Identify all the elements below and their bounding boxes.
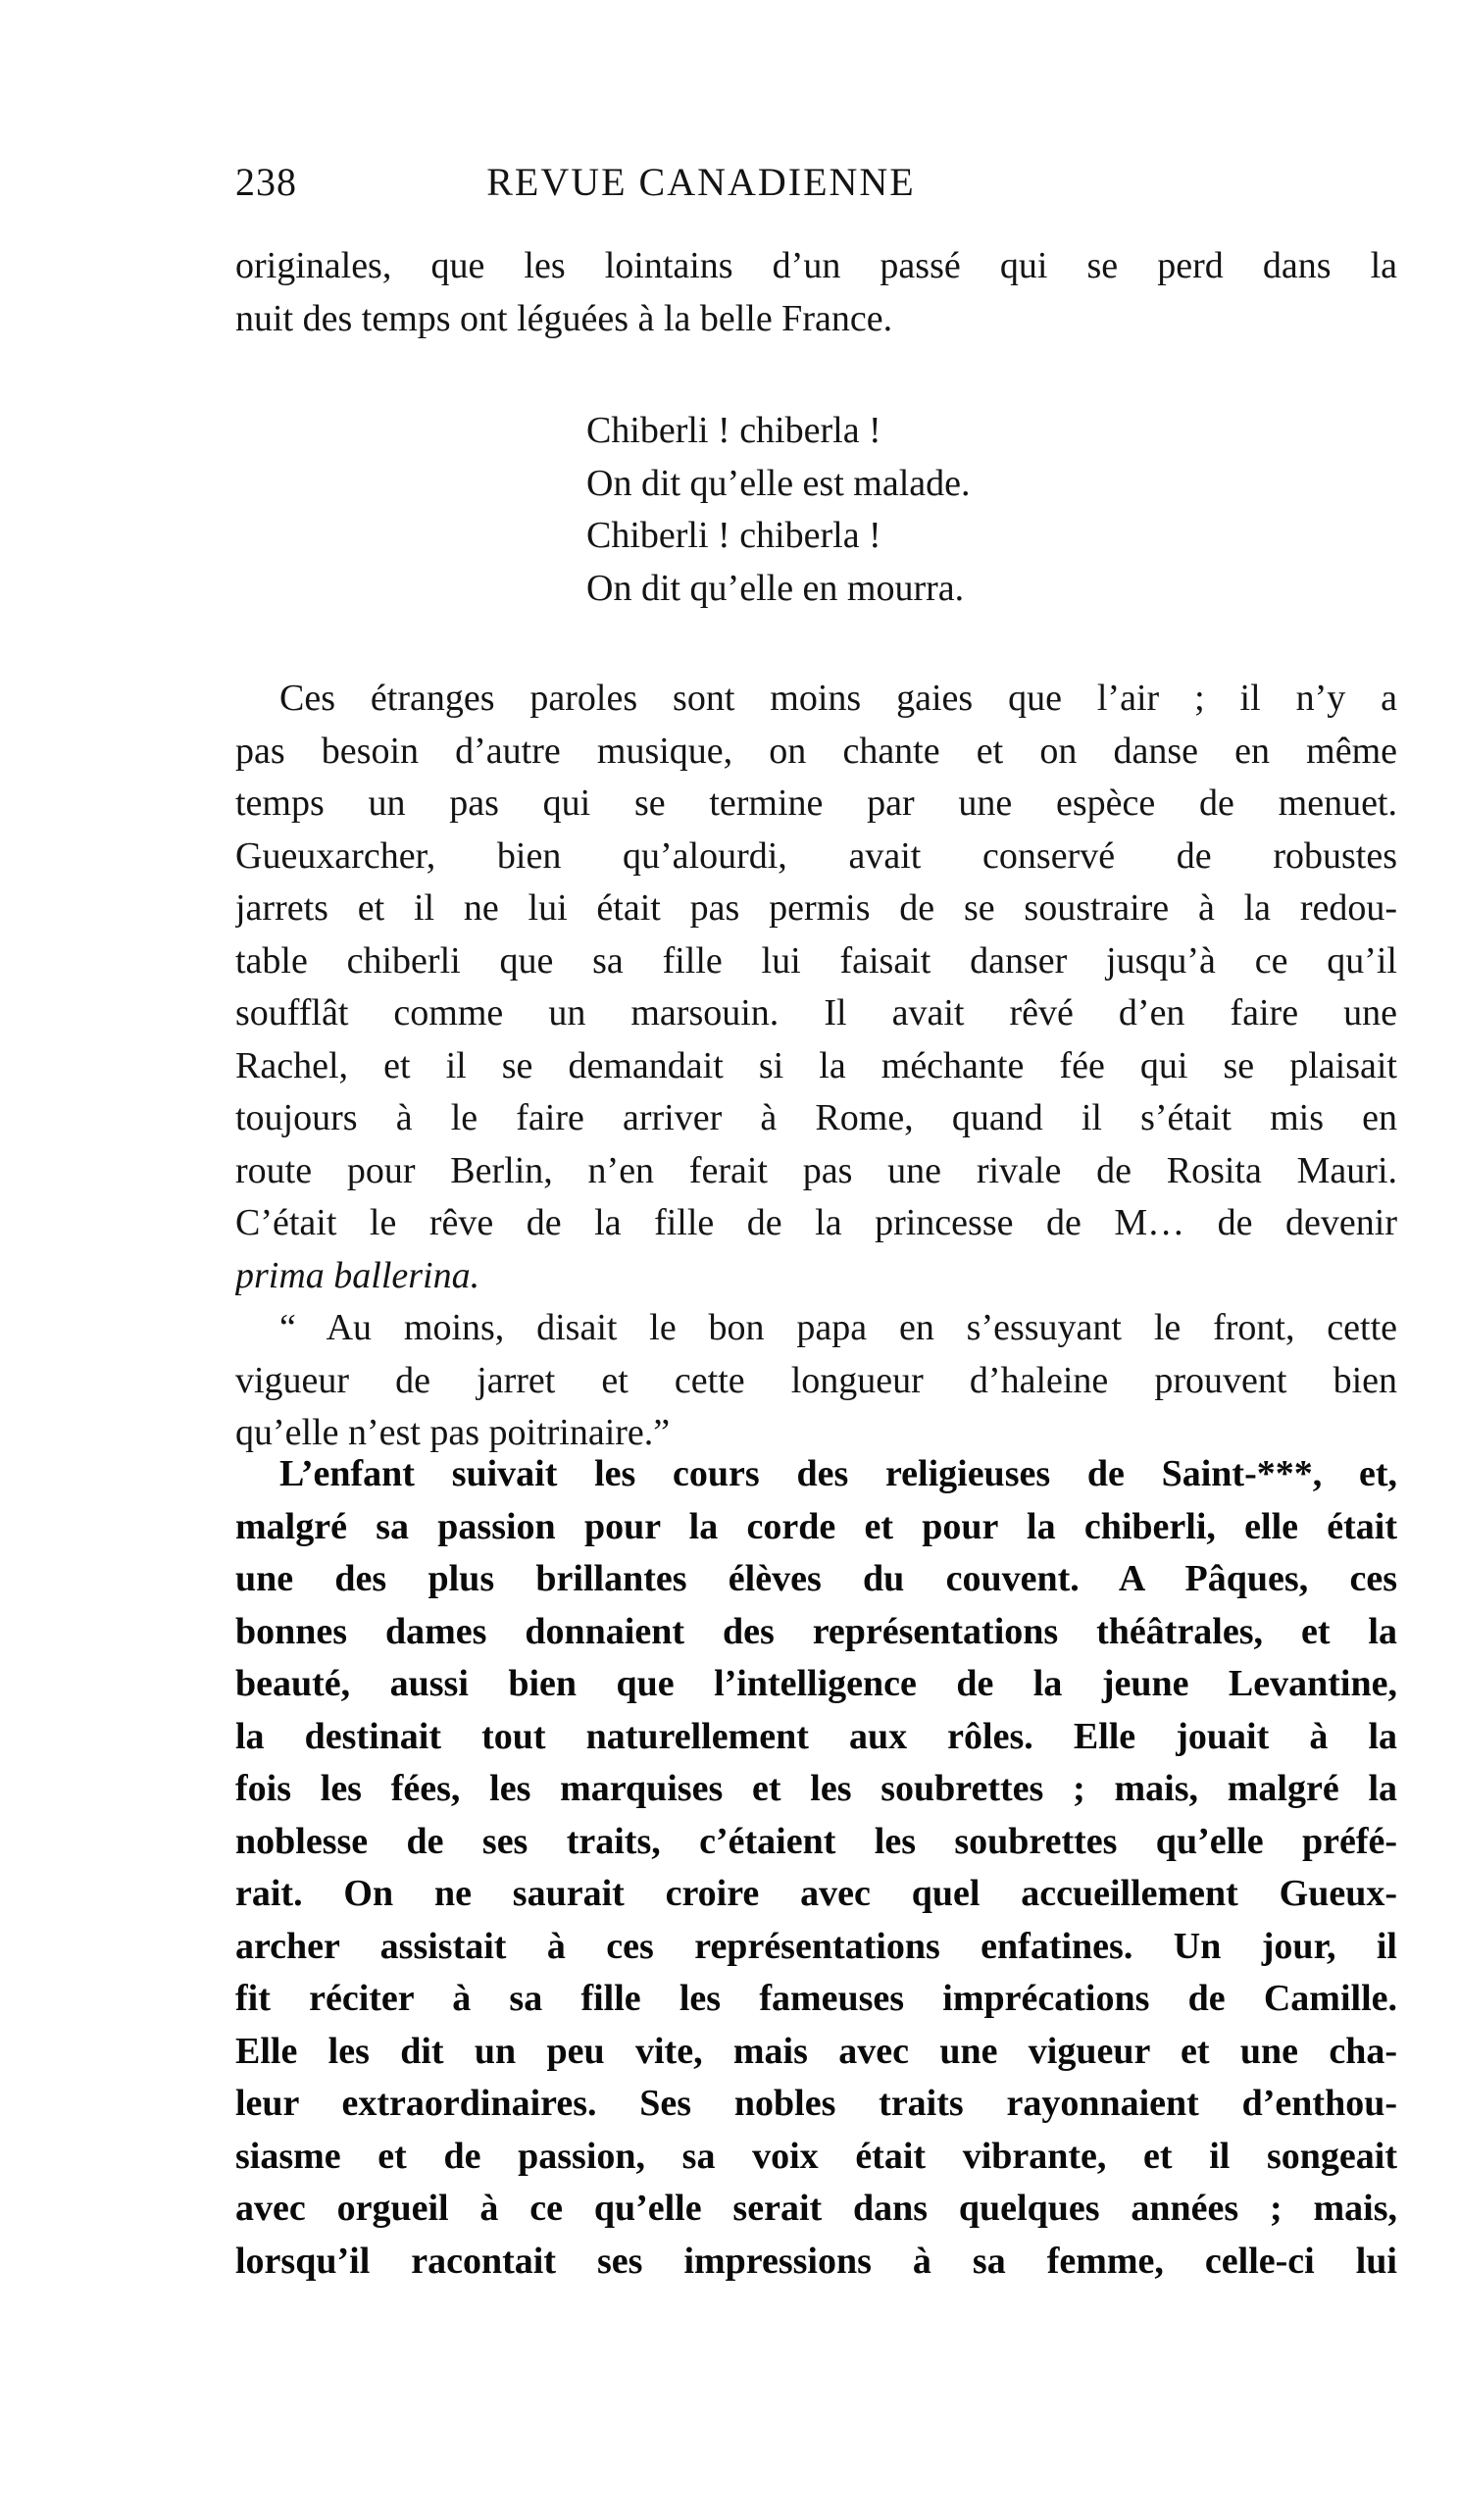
text-line: originales, que les lointains d’un passé qui se perd dans la [235,245,1397,286]
paragraph-1 [235,673,1397,1302]
verse-line: Chiberli ! chiberla ! [586,515,881,556]
text-line: route pour Berlin, n’en ferait pas une rivale de Rosita Mauri. [235,1149,1397,1191]
text-line: soufflât comme un marsouin. Il avait rêvé d’en faire une [235,992,1397,1033]
text-line: pas besoin d’autre musique, on chante et on danse en même [235,730,1397,772]
page-header [235,159,1108,218]
text-line: table chiberli que sa fille lui faisait danser jusqu’à ce qu’il [235,939,1397,982]
paragraph-2 [235,1302,1397,1460]
text-line: L’enfant suivait les cours des religieuses de Saint-***, et, [279,1453,1397,1494]
text-line: Ces étranges paroles sont moins gaies que l’air ; il n’y a [279,678,1397,719]
text-line: temps un pas qui se termine par une espèce de menuet. [235,782,1397,824]
text-line: fit réciter à sa fille les fameuses imprécations de Camille. [235,1978,1397,2019]
verse-block [586,405,1175,615]
intro-paragraph [235,240,1397,345]
text-line: rait. On ne saurait croire avec quel accueillement Gueux- [235,1873,1397,1914]
text-line: leur extraordinaires. Ses nobles traits rayonnaient d’enthou- [235,2083,1397,2124]
text-line: jarrets et il ne lui était pas permis de se soustraire à la redou- [235,887,1397,929]
text-line: beauté, aussi bien que l’intelligence de la jeune Levantine, [235,1663,1397,1704]
text-line: Elle les dit un peu vite, mais avec une vigueur et une cha- [235,2030,1397,2072]
text-line: fois les fées, les marquises et les soubrettes ; mais, malgré la [235,1768,1397,1809]
text-line-italic: prima ballerina. [235,1254,480,1296]
text-line: qu’elle n’est pas poitrinaire.” [235,1412,671,1453]
text-line: siasme et de passion, sa voix était vibrante, et il songeait [235,2135,1397,2177]
text-line: lorsqu’il racontait ses impressions à sa femme, celle-ci lui [235,2240,1397,2282]
text-line: Gueuxarcher, bien qu’alourdi, avait conservé de robustes [235,834,1397,877]
text-line: vigueur de jarret et cette longueur d’haleine prouvent bien [235,1359,1397,1401]
text-line: avec orgueil à ce qu’elle serait dans quelques années ; mais, [235,2188,1397,2229]
running-title: REVUE CANADIENNE [486,160,916,204]
text-line: noblesse de ses traits, c’étaient les soubrettes qu’elle préfé- [235,1820,1397,1862]
text-line: la destinait tout naturellement aux rôles. Elle jouait à la [235,1715,1397,1757]
paragraph-3 [235,1448,1397,2288]
page-number: 238 [235,160,297,204]
text-line: malgré sa passion pour la corde et pour la chiberli, elle était [235,1505,1397,1547]
text-line: toujours à le faire arriver à Rome, quand il s’était mis en [235,1097,1397,1138]
text-line: Rachel, et il se demandait si la méchante fée qui se plaisait [235,1044,1397,1086]
text-line: “ Au moins, disait le bon papa en s’essuyant le front, cette [279,1307,1397,1348]
text-line: nuit des temps ont léguées à la belle France. [235,297,893,339]
verse-line: On dit qu’elle en mourra. [586,567,965,609]
verse-line: Chiberli ! chiberla ! [586,410,881,451]
verse-line: On dit qu’elle est malade. [586,462,971,504]
text-line: C’était le rêve de la fille de la princesse de M… de devenir [235,1202,1397,1243]
text-line: archer assistait à ces représentations enfatines. Un jour, il [235,1925,1397,1967]
text-line: bonnes dames donnaient des représentations théâtrales, et la [235,1610,1397,1652]
text-line: une des plus brillantes élèves du couvent. A Pâques, ces [235,1558,1397,1599]
